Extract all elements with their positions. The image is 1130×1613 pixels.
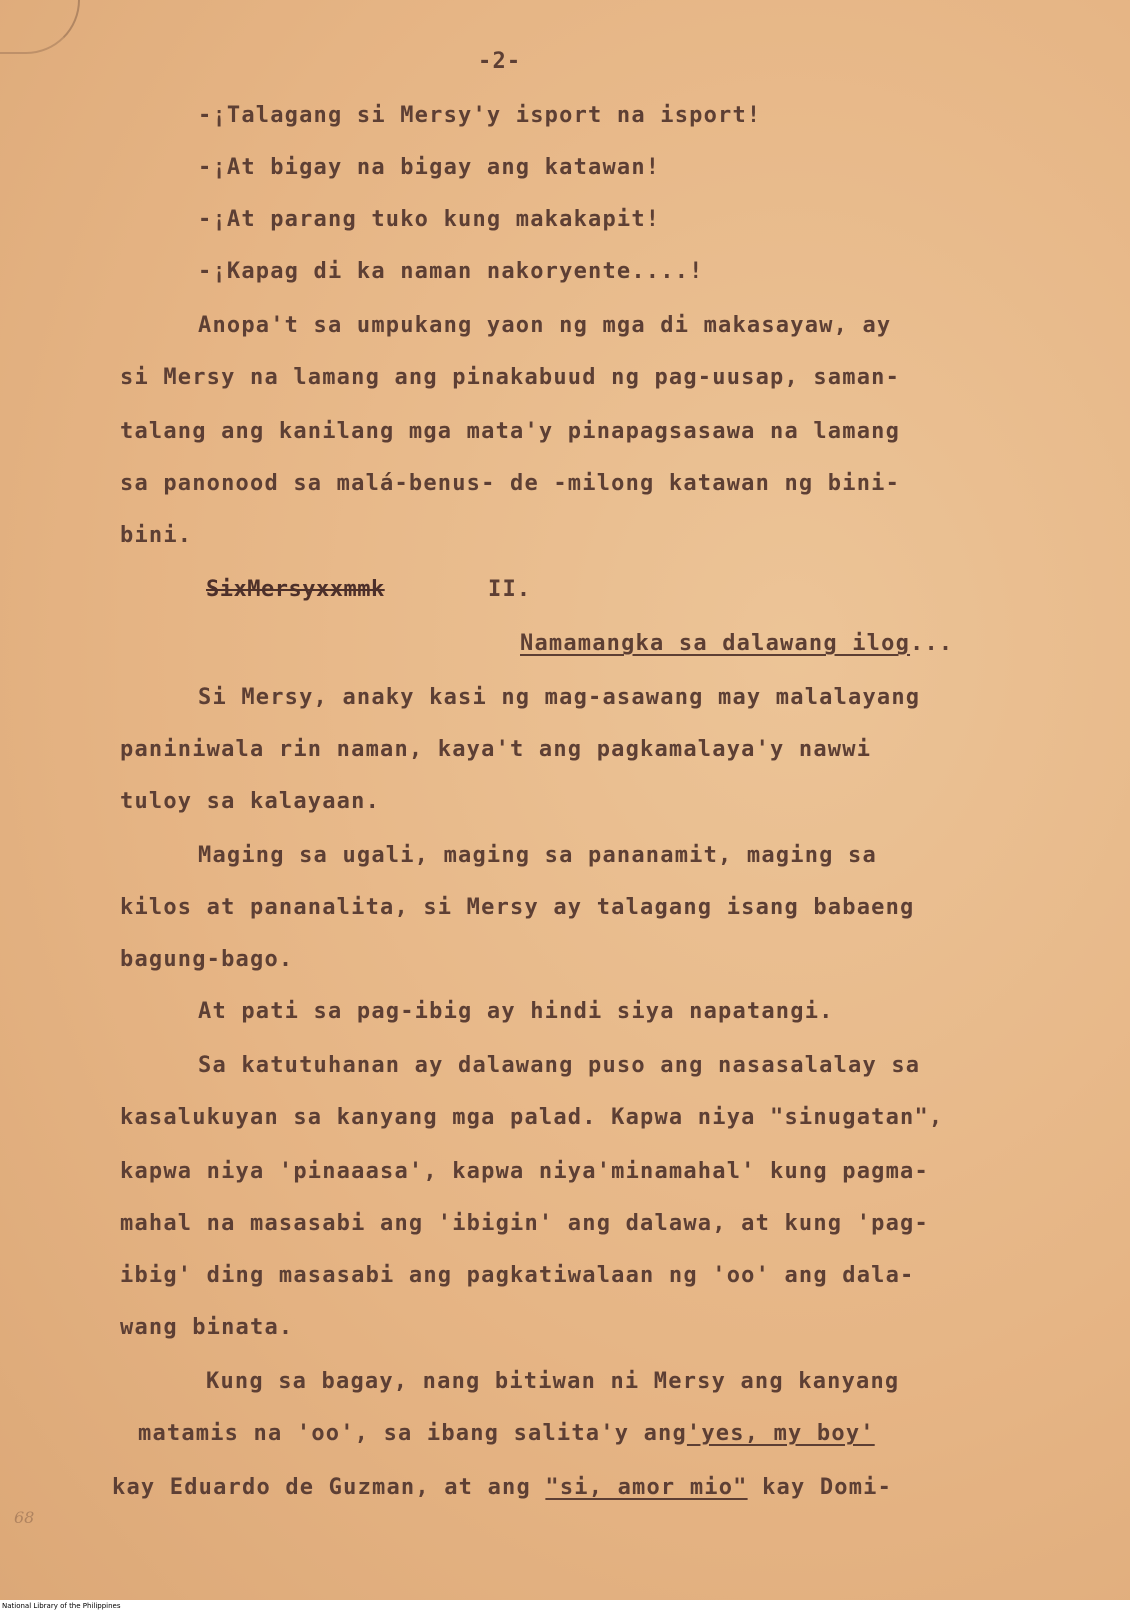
- text-line: [138, 1420, 875, 1448]
- text-segment: matamis na 'oo', sa ibang salita'y ang: [138, 1421, 687, 1446]
- text-line: -¡At bigay na bigay ang katawan!: [198, 155, 661, 180]
- section-title-underlined: Namamangka sa dalawang ilog: [520, 631, 911, 656]
- text-line: kasalukuyan sa kanyang mga palad. Kapwa niya "sinugatan",: [120, 1105, 944, 1130]
- text-line: si Mersy na lamang ang pinakabuud ng pag-uusap, saman-: [120, 365, 901, 390]
- text-line: paniniwala rin naman, kaya't ang pagkamalaya'y nawwi: [120, 737, 872, 762]
- text-line: -¡Kapag di ka naman nakoryente....!: [198, 259, 704, 284]
- margin-note: 68: [14, 1508, 35, 1527]
- text-line: [112, 1474, 892, 1502]
- text-line: -¡At parang tuko kung makakapit!: [198, 207, 661, 232]
- text-line: bini.: [120, 523, 193, 548]
- text-line: kapwa niya 'pinaaasa', kapwa niya'minamahal' kung pagma-: [120, 1159, 929, 1184]
- underlined-phrase: "si, amor mio": [545, 1475, 748, 1500]
- text-line: Kung sa bagay, nang bitiwan ni Mersy ang kanyang: [206, 1369, 900, 1394]
- text-line: bagung-bago.: [120, 947, 294, 972]
- text-line: ibig' ding masasabi ang pagkatiwalaan ng 'oo' ang dala-: [120, 1263, 915, 1288]
- section-title: [520, 630, 953, 658]
- struck-out-text: SixMersyxxmmk: [206, 577, 385, 602]
- footer-credit: National Library of the Philippines: [0, 1600, 1130, 1613]
- text-line: Sa katutuhanan ay dalawang puso ang nasasalalay sa: [198, 1053, 921, 1078]
- text-line: wang binata.: [120, 1315, 294, 1340]
- text-line: kilos at pananalita, si Mersy ay talagang isang babaeng: [120, 895, 915, 920]
- text-line: mahal na masasabi ang 'ibigin' ang dalawa, at kung 'pag-: [120, 1211, 929, 1236]
- page-corner-fold: [0, 0, 80, 54]
- text-line: tuloy sa kalayaan.: [120, 789, 381, 814]
- text-line: Maging sa ugali, maging sa pananamit, maging sa: [198, 843, 877, 868]
- text-line: talang ang kanilang mga mata'y pinapagsasawa na lamang: [120, 419, 901, 444]
- section-number: II.: [488, 577, 532, 602]
- text-line: Si Mersy, anaky kasi ng mag-asawang may malalayang: [198, 685, 921, 710]
- text-line: At pati sa pag-ibig ay hindi siya napatangi.: [198, 999, 834, 1024]
- page-number: -2-: [478, 49, 522, 74]
- section-title-ellipsis: ...: [910, 631, 954, 656]
- text-line: sa panonood sa malá-benus- de -milong katawan ng bini-: [120, 471, 901, 496]
- underlined-phrase: 'yes, my boy': [686, 1421, 875, 1446]
- text-segment: kay Domi-: [762, 1475, 893, 1500]
- text-line: -¡Talagang si Mersy'y isport na isport!: [198, 103, 762, 128]
- text-segment: kay Eduardo de Guzman, at ang: [112, 1475, 531, 1500]
- text-line: Anopa't sa umpukang yaon ng mga di makasayaw, ay: [198, 313, 892, 338]
